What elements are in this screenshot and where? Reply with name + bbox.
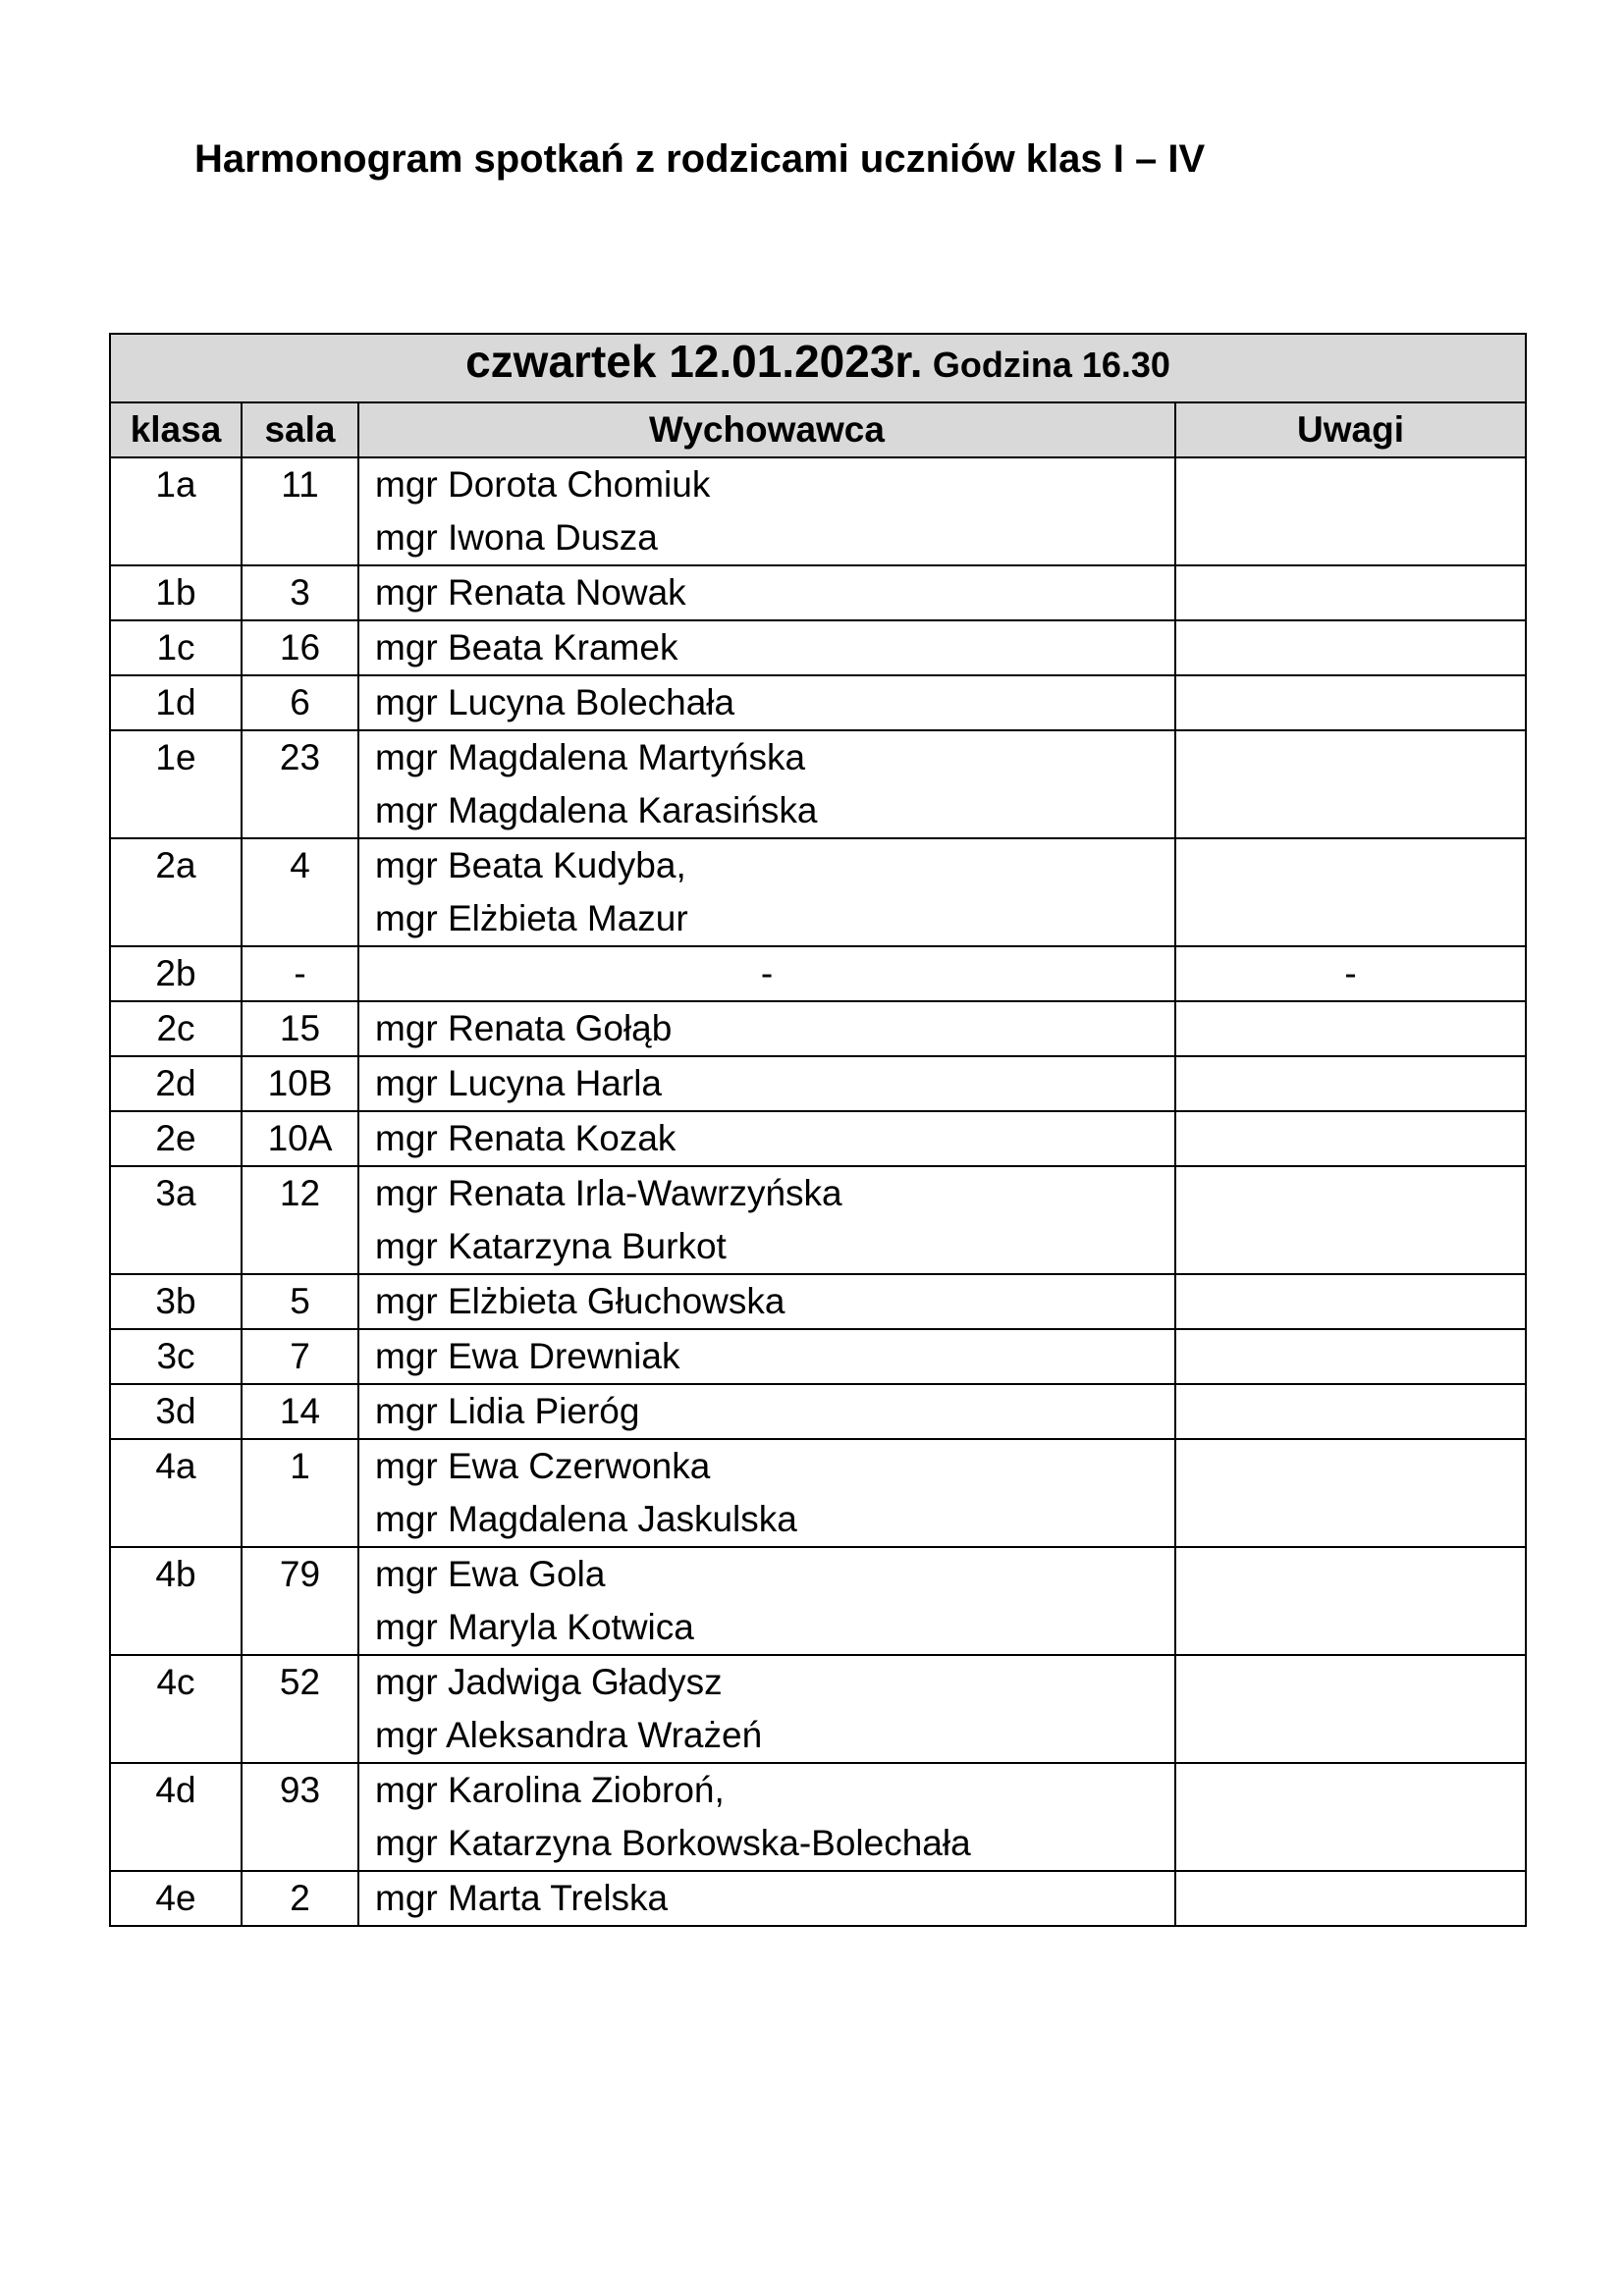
class-cell: 2a (110, 838, 242, 946)
table-row (110, 620, 1526, 675)
notes-cell (1175, 1001, 1526, 1056)
teacher-cell (358, 675, 1175, 730)
notes-cell (1175, 620, 1526, 675)
teacher-name: mgr Dorota Chomiuk (375, 464, 711, 505)
teacher-name: mgr Renata Kozak (375, 1118, 677, 1158)
teacher-cell (358, 1655, 1175, 1763)
teacher-cell (358, 1871, 1175, 1926)
teacher-cell (358, 1166, 1175, 1274)
class-cell: 4d (110, 1763, 242, 1871)
class-cell: 1d (110, 675, 242, 730)
room-cell: 11 (242, 457, 358, 565)
teacher-name: mgr Renata Gołąb (375, 1008, 673, 1048)
class-cell: 2c (110, 1001, 242, 1056)
teacher-name: mgr Magdalena Karasińska (375, 790, 818, 830)
teacher-cell (358, 1274, 1175, 1329)
class-cell: 2e (110, 1111, 242, 1166)
teacher-name: mgr Katarzyna Burkot (375, 1226, 727, 1266)
teacher-name: mgr Iwona Dusza (375, 517, 658, 558)
room-cell: 6 (242, 675, 358, 730)
room-cell: 12 (242, 1166, 358, 1274)
notes-cell (1175, 1655, 1526, 1763)
teacher-name: mgr Lucyna Harla (375, 1063, 663, 1103)
room-cell: 16 (242, 620, 358, 675)
teacher-name: mgr Elżbieta Głuchowska (375, 1281, 785, 1321)
room-cell: 1 (242, 1439, 358, 1547)
notes-cell (1175, 1384, 1526, 1439)
teacher-name: mgr Katarzyna Borkowska-Bolechała (375, 1823, 971, 1863)
table-row (110, 1274, 1526, 1329)
table-row (110, 1655, 1526, 1763)
column-header-sala: sala (242, 402, 358, 457)
teacher-cell (358, 1547, 1175, 1655)
class-cell: 3d (110, 1384, 242, 1439)
table-row (110, 1329, 1526, 1384)
class-cell: 3c (110, 1329, 242, 1384)
room-cell: 7 (242, 1329, 358, 1384)
teacher-cell (358, 838, 1175, 946)
notes-cell (1175, 457, 1526, 565)
meeting-date-row (110, 334, 1526, 402)
class-cell: 1e (110, 730, 242, 838)
class-cell: 1c (110, 620, 242, 675)
table-row (110, 1056, 1526, 1111)
room-cell: 23 (242, 730, 358, 838)
room-cell: 79 (242, 1547, 358, 1655)
table-row (110, 1111, 1526, 1166)
table-row (110, 838, 1526, 946)
teacher-name: mgr Magdalena Jaskulska (375, 1499, 797, 1539)
teacher-cell (358, 565, 1175, 620)
teacher-name: mgr Magdalena Martyńska (375, 737, 806, 777)
teacher-name: mgr Renata Nowak (375, 572, 686, 613)
teacher-cell (358, 1001, 1175, 1056)
table-row (110, 457, 1526, 565)
class-cell: 2b (110, 946, 242, 1001)
teacher-cell (358, 946, 1175, 1001)
table-row (110, 1547, 1526, 1655)
table-row (110, 946, 1526, 1001)
room-cell: 15 (242, 1001, 358, 1056)
class-cell: 4c (110, 1655, 242, 1763)
room-cell: 93 (242, 1763, 358, 1871)
teacher-name: mgr Ewa Czerwonka (375, 1446, 711, 1486)
column-header-uwagi: Uwagi (1175, 402, 1526, 457)
teacher-cell (358, 457, 1175, 565)
class-cell: 3a (110, 1166, 242, 1274)
notes-cell (1175, 1056, 1526, 1111)
teacher-cell (358, 1763, 1175, 1871)
teacher-name: mgr Ewa Gola (375, 1554, 606, 1594)
table-row (110, 1439, 1526, 1547)
teacher-cell (358, 1329, 1175, 1384)
column-header-klasa: klasa (110, 402, 242, 457)
teacher-name: mgr Jadwiga Gładysz (375, 1662, 723, 1702)
room-cell: 10B (242, 1056, 358, 1111)
teacher-name: mgr Maryla Kotwica (375, 1607, 694, 1647)
room-cell: - (242, 946, 358, 1001)
teacher-name: mgr Ewa Drewniak (375, 1336, 680, 1376)
teacher-name: mgr Beata Kramek (375, 627, 678, 667)
room-cell: 5 (242, 1274, 358, 1329)
notes-cell (1175, 565, 1526, 620)
teacher-name: - (760, 953, 774, 993)
teacher-name: mgr Renata Irla-Wawrzyńska (375, 1173, 842, 1213)
teacher-name: mgr Marta Trelska (375, 1878, 669, 1918)
notes-cell (1175, 1871, 1526, 1926)
room-cell: 3 (242, 565, 358, 620)
notes-cell (1175, 675, 1526, 730)
teacher-name: mgr Karolina Ziobroń, (375, 1770, 725, 1810)
table-row (110, 730, 1526, 838)
column-header-row (110, 402, 1526, 457)
table-row (110, 1384, 1526, 1439)
notes-cell (1175, 1547, 1526, 1655)
column-header-wychowawca: Wychowawca (358, 402, 1175, 457)
notes-cell (1175, 1763, 1526, 1871)
teacher-cell (358, 620, 1175, 675)
notes-cell (1175, 1274, 1526, 1329)
teacher-name: mgr Lucyna Bolechała (375, 682, 735, 722)
table-row (110, 1871, 1526, 1926)
teacher-cell (358, 730, 1175, 838)
notes-cell (1175, 838, 1526, 946)
class-cell: 1b (110, 565, 242, 620)
teacher-cell (358, 1384, 1175, 1439)
table-row (110, 675, 1526, 730)
teacher-name: mgr Beata Kudyba, (375, 845, 686, 885)
notes-cell (1175, 1111, 1526, 1166)
room-cell: 2 (242, 1871, 358, 1926)
class-cell: 4b (110, 1547, 242, 1655)
meeting-schedule-table (109, 333, 1527, 1927)
class-cell: 2d (110, 1056, 242, 1111)
room-cell: 10A (242, 1111, 358, 1166)
notes-cell: - (1175, 946, 1526, 1001)
notes-cell (1175, 1166, 1526, 1274)
teacher-name: mgr Elżbieta Mazur (375, 898, 688, 938)
meeting-date: czwartek 12.01.2023r. (465, 336, 923, 387)
meeting-date-cell (110, 334, 1526, 402)
class-cell: 4a (110, 1439, 242, 1547)
table-row (110, 1166, 1526, 1274)
teacher-name: mgr Aleksandra Wrażeń (375, 1715, 763, 1755)
room-cell: 14 (242, 1384, 358, 1439)
notes-cell (1175, 1329, 1526, 1384)
notes-cell (1175, 730, 1526, 838)
table-row (110, 1763, 1526, 1871)
teacher-cell (358, 1056, 1175, 1111)
room-cell: 52 (242, 1655, 358, 1763)
room-cell: 4 (242, 838, 358, 946)
teacher-cell (358, 1439, 1175, 1547)
class-cell: 3b (110, 1274, 242, 1329)
schedule-body (110, 457, 1526, 1926)
page-title: Harmonogram spotkań z rodzicami uczniów klas I – IV (194, 137, 1206, 181)
class-cell: 1a (110, 457, 242, 565)
table-row (110, 1001, 1526, 1056)
meeting-time: Godzina 16.30 (932, 345, 1170, 385)
class-cell: 4e (110, 1871, 242, 1926)
notes-cell (1175, 1439, 1526, 1547)
table-row (110, 565, 1526, 620)
teacher-cell (358, 1111, 1175, 1166)
teacher-name: mgr Lidia Pieróg (375, 1391, 640, 1431)
